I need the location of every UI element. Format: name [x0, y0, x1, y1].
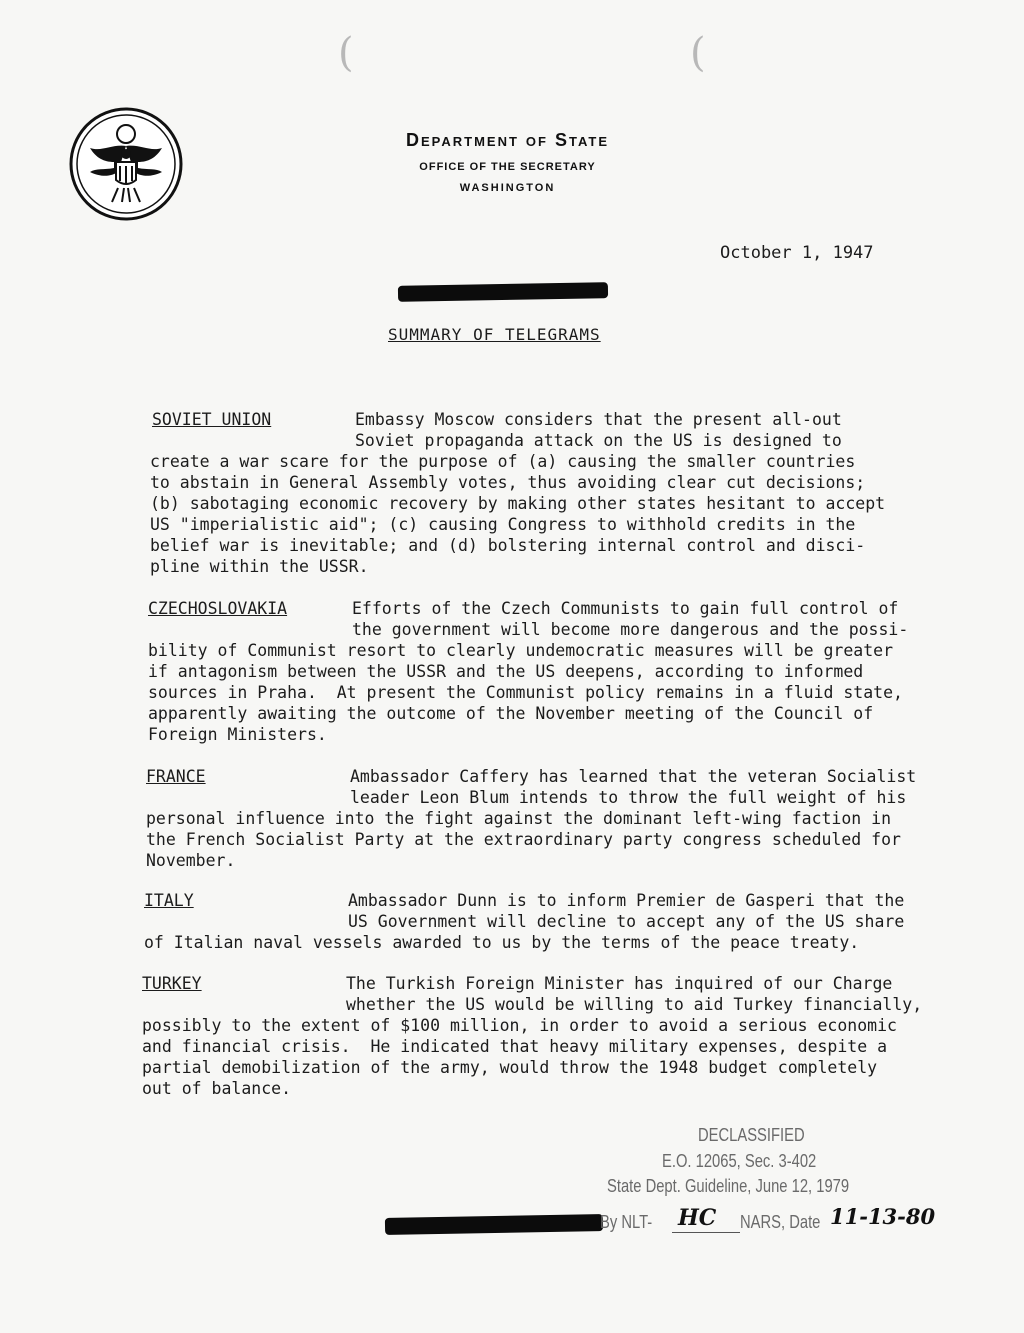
declassified-by-label: By NLT- — [600, 1212, 653, 1232]
text-line: whether the US would be willing to aid Turkey financially, — [346, 995, 923, 1014]
reviewer-initials: HC — [678, 1205, 717, 1231]
city-name: WASHINGTON — [459, 182, 556, 194]
section-heading: SOVIET UNION — [152, 410, 272, 429]
text-line: if antagonism between the USSR and the US deepens, according to informed — [148, 662, 864, 681]
text-line: belief war is inevitable; and (d) bolstering internal control and disci- — [150, 536, 866, 555]
text-line: US "imperialistic aid"; (c) causing Congress to withhold credits in the — [150, 515, 856, 534]
text-line: Ambassador Dunn is to inform Premier de Gasperi that the — [348, 891, 905, 910]
text-line: partial demobilization of the army, would throw the 1948 budget completely — [142, 1058, 878, 1077]
text-line: Efforts of the Czech Communists to gain full control of — [352, 599, 899, 618]
section-heading: FRANCE — [146, 767, 206, 786]
declassification-guideline: State Dept. Guideline, June 12, 1979 — [607, 1176, 850, 1196]
punch-hole-left: ( — [338, 30, 354, 76]
redaction-bar — [398, 282, 608, 302]
document-title: SUMMARY OF TELEGRAMS — [388, 325, 601, 344]
department-seal-icon — [68, 106, 184, 222]
text-line: leader Leon Blum intends to throw the full weight of his — [350, 788, 907, 807]
declassification-date: 11-13-80 — [830, 1204, 936, 1229]
text-line: possibly to the extent of $100 million, in order to avoid a serious economic — [142, 1016, 897, 1035]
text-line: (b) sabotaging economic recovery by making other states hesitant to accept — [150, 494, 886, 513]
text-line: and financial crisis. He indicated that heavy military expenses, despite a — [142, 1037, 888, 1056]
text-line: to abstain in General Assembly votes, thus avoiding clear cut decisions; — [150, 473, 866, 492]
text-line: out of balance. — [142, 1079, 292, 1098]
redaction-bar — [385, 1214, 603, 1235]
section-heading: CZECHOSLOVAKIA — [148, 599, 288, 618]
text-line: US Government will decline to accept any of the US share — [348, 912, 905, 931]
text-line: sources in Praha. At present the Communist policy remains in a fluid state, — [148, 683, 903, 702]
text-line: November. — [146, 851, 236, 870]
text-line: the government will become more dangerous and the possi- — [352, 620, 909, 639]
text-line: of Italian naval vessels awarded to us by the terms of the peace treaty. — [144, 933, 860, 952]
nars-date-label: NARS, Date — [740, 1212, 821, 1232]
declassification-order: E.O. 12065, Sec. 3-402 — [662, 1151, 817, 1171]
office-name: OFFICE OF THE SECRETARY — [419, 161, 596, 173]
declassified-stamp: DECLASSIFIED — [698, 1125, 805, 1145]
text-line: Soviet propaganda attack on the US is designed to — [355, 431, 842, 450]
text-line: the French Socialist Party at the extraordinary party congress scheduled for — [146, 830, 901, 849]
initials-underline — [672, 1232, 740, 1233]
text-line: personal influence into the fight against the dominant left-wing faction in — [146, 809, 892, 828]
text-line: pline within the USSR. — [150, 557, 369, 576]
section-heading: TURKEY — [142, 974, 202, 993]
text-line: apparently awaiting the outcome of the November meeting of the Council of — [148, 704, 874, 723]
punch-hole-right: ( — [690, 30, 706, 76]
text-line: bility of Communist resort to clearly undemocratic measures will be greater — [148, 641, 894, 660]
text-line: The Turkish Foreign Minister has inquired of our Charge — [346, 974, 893, 993]
document-date: October 1, 1947 — [720, 243, 874, 263]
section-heading: ITALY — [144, 891, 194, 910]
text-line: Foreign Ministers. — [148, 725, 327, 744]
letterhead — [300, 130, 715, 194]
text-line: Ambassador Caffery has learned that the veteran Socialist — [350, 767, 917, 786]
text-line: Embassy Moscow considers that the present all-out — [355, 410, 842, 429]
text-line: create a war scare for the purpose of (a) causing the smaller countries — [150, 452, 856, 471]
department-name: Department of State — [406, 130, 609, 150]
